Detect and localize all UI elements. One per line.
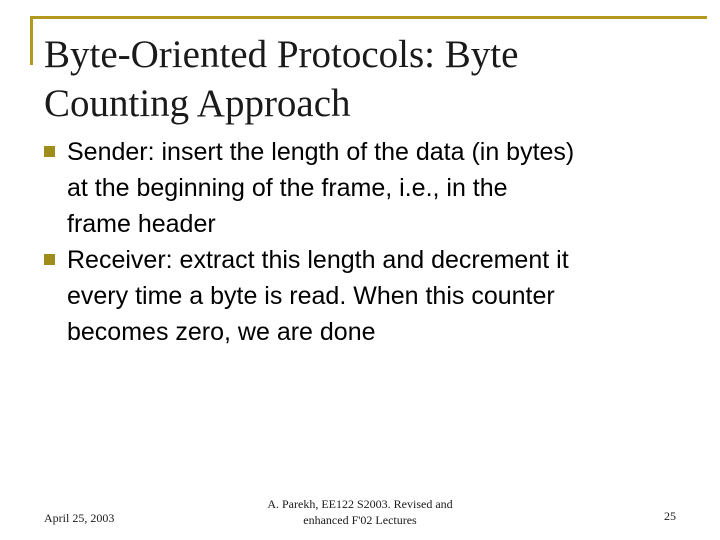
bullet-line: at the beginning of the frame, i.e., in the <box>67 174 508 202</box>
slide-title <box>44 30 694 128</box>
bullet-item-sender <box>44 134 694 242</box>
bullet-list <box>44 134 694 350</box>
bullet-line: frame header <box>67 210 216 238</box>
title-frame-left-border <box>30 16 33 65</box>
bullet-line: Receiver: extract this length and decrement it <box>67 246 569 274</box>
footer-date: April 25, 2003 <box>44 511 115 525</box>
page-number: 25 <box>664 509 676 523</box>
slide-title-line: Byte-Oriented Protocols: Byte <box>44 33 519 76</box>
slide-title-line: Counting Approach <box>44 82 351 125</box>
title-frame-top-border <box>30 16 707 19</box>
footer-attribution <box>240 496 480 528</box>
footer-attribution-line: A. Parekh, EE122 S2003. Revised and <box>267 497 453 511</box>
square-bullet-icon <box>44 254 55 265</box>
square-bullet-icon <box>44 146 55 157</box>
bullet-line: every time a byte is read. When this counter <box>67 282 555 310</box>
bullet-line: Sender: insert the length of the data (in bytes) <box>67 138 575 166</box>
footer-attribution-line: enhanced F'02 Lectures <box>303 513 417 527</box>
bullet-line: becomes zero, we are done <box>67 318 376 346</box>
bullet-item-receiver <box>44 242 694 350</box>
